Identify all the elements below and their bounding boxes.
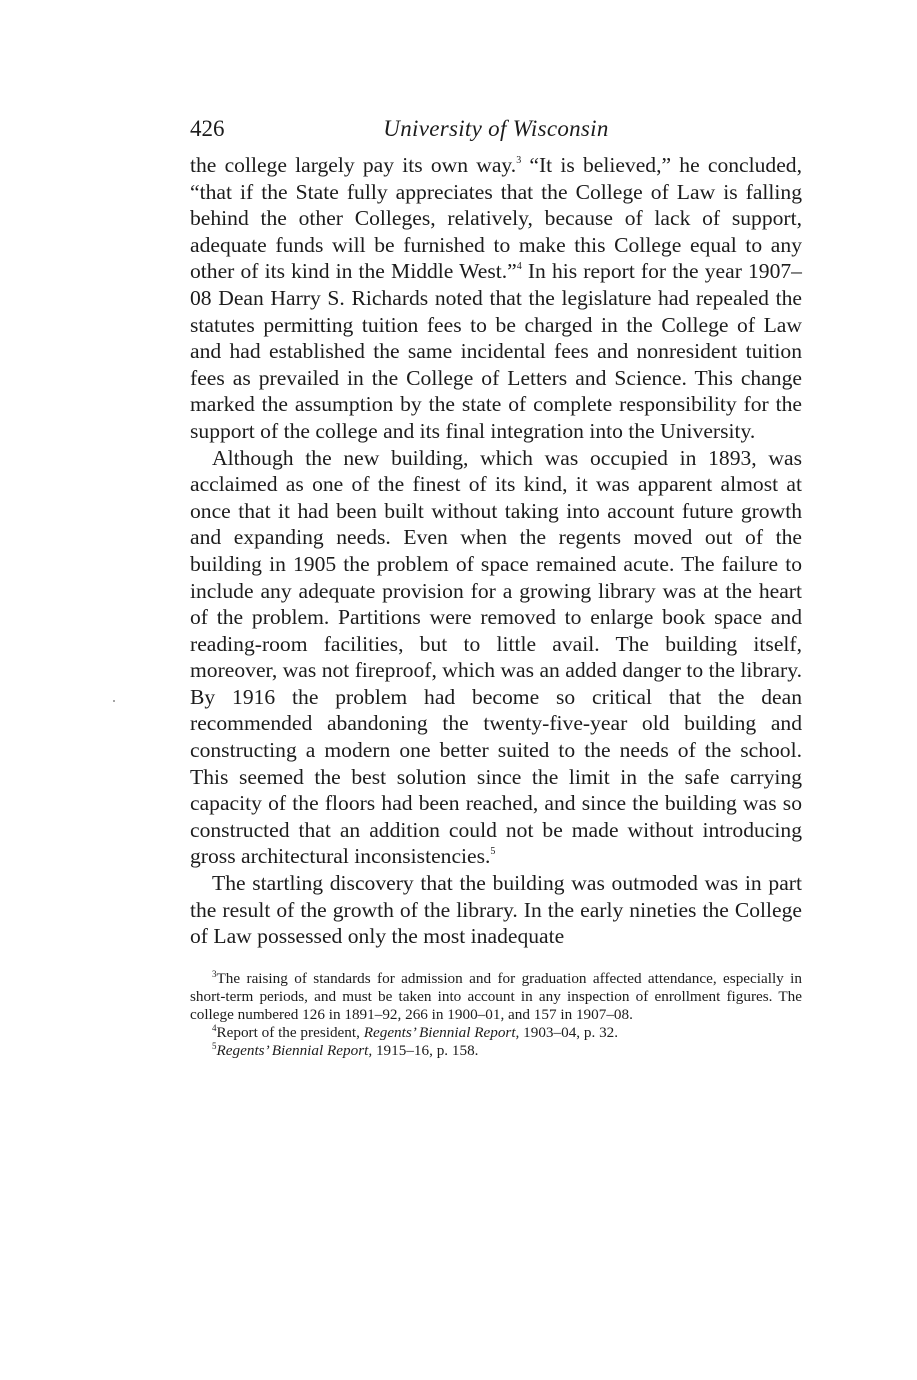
text-run: the college largely pay its own way. [190,153,517,177]
footnote-ref: 5 [212,1040,217,1051]
footnote-ref: 5 [490,846,496,858]
footnote-ref: 4 [212,1022,217,1033]
text-run: 1903–04, p. 32. [519,1023,619,1041]
footnote [190,1024,802,1042]
paragraph [190,870,802,950]
footnote-ref: 4 [516,261,522,273]
paper-speck [113,700,115,702]
footnote [190,970,802,1024]
italic-title: Regents’ Biennial Report, [363,1023,520,1041]
paragraph [190,445,802,871]
paragraph [190,152,802,445]
text-run: In his report for the year 1907–08 Dean Harry S. Richards noted that the legislature had repealed the statutes permitting tuition fees to be charged in the College of Law and had established the same incidental fees and nonresident tuition fees as prevailed in the College of Letters and Science. This change marked the assumption by the state of complete responsibility for the support of the college and its final integration into the University. [190,259,802,443]
text-run: Although the new building, which was occupied in 1893, was acclaimed as one of the finest of its kind, it was apparent almost at once that it had been built without taking into account future growth and expanding needs. Even when the regents moved out of the building in 1905 the problem of space remained acute. The failure to include any adequate provision for a growing library was at the heart of the problem. Partitions were removed to enlarge book space and reading-room facilities, but to little avail. The building itself, moreover, was not fireproof, which was an added danger to the library. By 1916 the problem had become so critical that the dean recommended abandoning the twenty-five-year old building and constructing a modern one better suited to the needs of the school. This seemed the best solution since the limit in the safe carrying capacity of the floors had been reached, and since the building was so constructed that an addition could not be made without introducing gross architectural inconsistencies. [190,445,802,869]
footnotes [190,970,802,1060]
page-number: 426 [190,116,225,141]
footnote-ref: 3 [516,155,522,166]
body-text [190,152,802,950]
italic-title: Regents’ Biennial Report, [216,1041,373,1059]
text-run: 1915–16, p. 158. [372,1041,479,1059]
text-run: The startling discovery that the building was outmoded was in part the result of the growth of the library. In the early nineties the College of Law possessed only the most inadequate [190,871,802,949]
text-run: Report of the president, [216,1023,364,1041]
footnote [190,1042,802,1060]
text-run: “It is believed,” he concluded, “that if the State fully appreciates that the College of Law is falling behind the other Colleges, relatively, because of lack of support, adequate funds will be furnished to make this College equal to any other of its kind in the Middle West.” [190,153,802,284]
running-head [190,112,802,148]
running-title: University of Wisconsin [383,116,609,141]
text-run: The raising of standards for admission and for graduation affected attendance, especially in short-term periods, and must be taken into account in any inspection of enrollment figures. The college numbered 126 in 1891–92, 266 in 1900–01, and 157 in 1907–08. [190,969,802,1023]
footnote-ref: 3 [212,968,217,979]
book-page [190,112,802,1060]
